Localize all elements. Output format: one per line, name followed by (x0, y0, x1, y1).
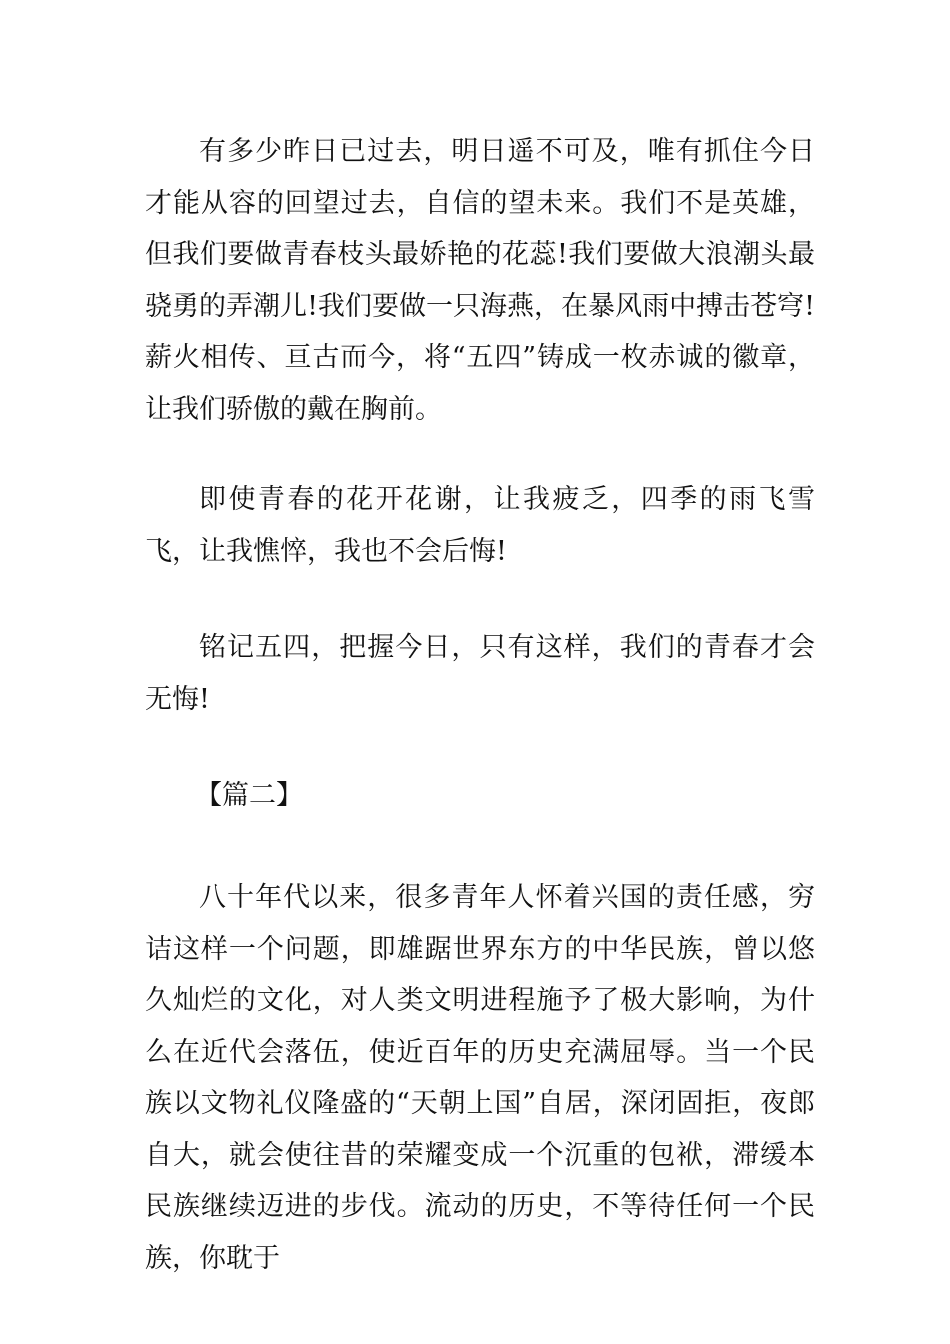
section-heading: 【篇二】 (195, 780, 303, 811)
paragraph-1: 有多少昨日已过去，明日遥不可及，唯有抓住今日才能从容的回望过去，自信的望未来。我们不是英雄，但我们要做青春枝头最娇艳的花蕊!我们要做大浪潮头最骁勇的弄潮儿!我们要做一只海燕，在暴风雨中搏击苍穹!薪火相传、亘古而今，将“五四”铸成一枚赤诚的徽章，让我们骄傲的戴在胸前。 (145, 136, 815, 425)
paragraph-2: 即使青春的花开花谢，让我疲乏，四季的雨飞雪飞，让我憔悴，我也不会后悔! (145, 484, 815, 567)
paragraph-3: 铭记五四，把握今日，只有这样，我们的青春才会无悔! (145, 632, 815, 715)
paragraph-4: 八十年代以来，很多青年人怀着兴国的责任感，穷诘这样一个问题，即雄踞世界东方的中华民族，曾以悠久灿烂的文化，对人类文明进程施予了极大影响，为什么在近代会落伍，使近百年的历史充满屈辱。当一个民族以文物礼仪隆盛的“天朝上国”自居，深闭固拒，夜郎自大，就会使往昔的荣耀变成一个沉重的包袱，滞缓本民族继续迈进的步伐。流动的历史，不等待任何一个民族，你耽于 (145, 882, 815, 1274)
